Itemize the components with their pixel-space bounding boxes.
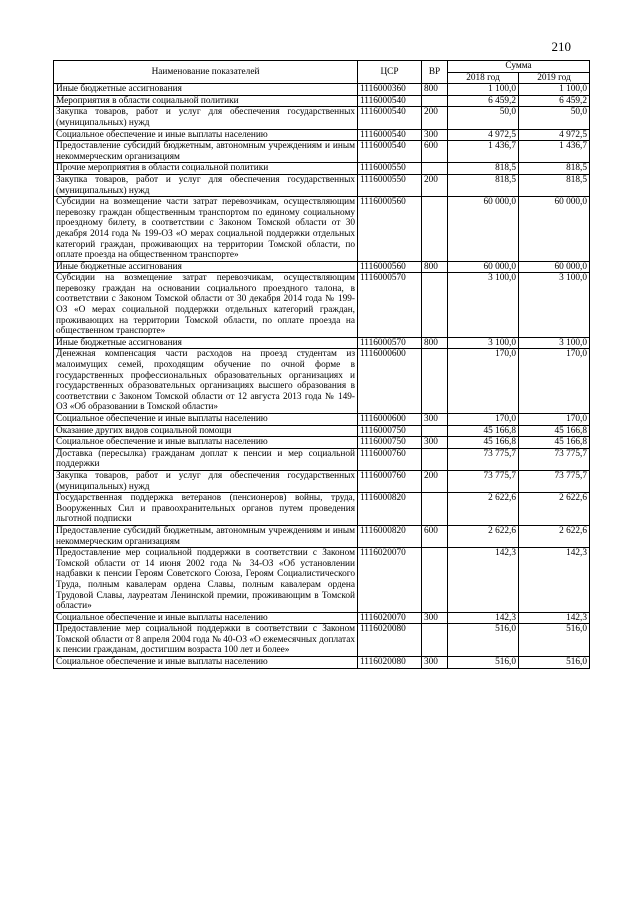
row-vr-cell — [422, 95, 448, 107]
table-row — [54, 414, 590, 426]
row-vr-cell: 200 — [422, 107, 448, 129]
row-vr-cell — [422, 493, 448, 526]
row-vr-cell: 300 — [422, 414, 448, 426]
table-row — [54, 273, 590, 338]
row-sum-2019-cell: 516,0 — [519, 657, 590, 669]
row-vr-cell — [422, 624, 448, 657]
row-name-cell: Предоставление субсидий бюджетным, автономным учреждениям и иным некоммерческим организациям — [54, 525, 358, 547]
row-vr-cell — [422, 425, 448, 437]
row-csr-cell: 1116000560 — [358, 197, 422, 262]
row-vr-cell: 300 — [422, 657, 448, 669]
row-name-cell: Субсидии на возмещение части затрат перевозчикам, осуществляющим перевозку граждан общественным транспортом по единому социальному проездному билету, в соответствии с Законом Томской области от 30 декабря 2014 года № 199-ОЗ «О мерах социальной поддержки отдельных категорий граждан, проживающих на территории Томской области, по оплате проезда на общественном транспорте» — [54, 197, 358, 262]
row-sum-2019-cell: 73 775,7 — [519, 470, 590, 492]
row-sum-2019-cell: 4 972,5 — [519, 129, 590, 141]
row-sum-2019-cell: 2 622,6 — [519, 525, 590, 547]
row-sum-2018-cell: 516,0 — [448, 657, 519, 669]
row-csr-cell: 1116020070 — [358, 548, 422, 613]
row-vr-cell: 600 — [422, 141, 448, 163]
row-vr-cell — [422, 197, 448, 262]
row-csr-cell: 1116000760 — [358, 448, 422, 470]
table-row — [54, 349, 590, 414]
budget-table — [53, 60, 590, 669]
table-body — [54, 84, 590, 668]
row-vr-cell — [422, 548, 448, 613]
row-name-cell: Социальное обеспечение и иные выплаты населению — [54, 414, 358, 426]
table-row — [54, 107, 590, 129]
row-csr-cell: 1116000750 — [358, 425, 422, 437]
row-sum-2018-cell: 60 000,0 — [448, 261, 519, 273]
row-sum-2018-cell: 6 459,2 — [448, 95, 519, 107]
row-vr-cell — [422, 448, 448, 470]
row-vr-cell: 300 — [422, 612, 448, 624]
row-name-cell: Социальное обеспечение и иные выплаты населению — [54, 657, 358, 669]
row-csr-cell: 1116000820 — [358, 493, 422, 526]
row-csr-cell: 1116000750 — [358, 437, 422, 449]
row-csr-cell: 1116000540 — [358, 107, 422, 129]
row-sum-2019-cell: 60 000,0 — [519, 197, 590, 262]
row-csr-cell: 1116000600 — [358, 414, 422, 426]
table-row — [54, 163, 590, 175]
row-vr-cell: 300 — [422, 437, 448, 449]
row-csr-cell: 1116000760 — [358, 470, 422, 492]
row-csr-cell: 1116000550 — [358, 174, 422, 196]
table-row — [54, 261, 590, 273]
table-row — [54, 425, 590, 437]
row-sum-2019-cell: 1 436,7 — [519, 141, 590, 163]
row-sum-2018-cell: 2 622,6 — [448, 493, 519, 526]
table-row — [54, 141, 590, 163]
row-name-cell: Доставка (пересылка) гражданам доплат к пенсии и мер социальной поддержки — [54, 448, 358, 470]
row-vr-cell: 200 — [422, 470, 448, 492]
row-csr-cell: 1116020080 — [358, 657, 422, 669]
row-csr-cell: 1116000600 — [358, 349, 422, 414]
row-sum-2019-cell: 73 775,7 — [519, 448, 590, 470]
row-sum-2019-cell: 2 622,6 — [519, 493, 590, 526]
row-name-cell: Социальное обеспечение и иные выплаты населению — [54, 437, 358, 449]
row-csr-cell: 1116000820 — [358, 525, 422, 547]
row-sum-2018-cell: 4 972,5 — [448, 129, 519, 141]
table-row — [54, 337, 590, 349]
row-vr-cell — [422, 273, 448, 338]
row-csr-cell: 1116000570 — [358, 273, 422, 338]
table-row — [54, 448, 590, 470]
row-vr-cell: 800 — [422, 84, 448, 96]
row-sum-2018-cell: 73 775,7 — [448, 470, 519, 492]
row-sum-2019-cell: 170,0 — [519, 414, 590, 426]
row-sum-2019-cell: 6 459,2 — [519, 95, 590, 107]
row-sum-2019-cell: 60 000,0 — [519, 261, 590, 273]
row-sum-2018-cell: 1 436,7 — [448, 141, 519, 163]
row-name-cell: Закупка товаров, работ и услуг для обеспечения государственных (муниципальных) нужд — [54, 107, 358, 129]
row-sum-2019-cell: 45 166,8 — [519, 437, 590, 449]
row-sum-2018-cell: 2 622,6 — [448, 525, 519, 547]
row-name-cell: Предоставление субсидий бюджетным, автономным учреждениям и иным некоммерческим организациям — [54, 141, 358, 163]
table-row — [54, 174, 590, 196]
row-sum-2018-cell: 45 166,8 — [448, 437, 519, 449]
row-vr-cell: 800 — [422, 261, 448, 273]
table-row — [54, 624, 590, 657]
table-row — [54, 129, 590, 141]
row-csr-cell: 1116000540 — [358, 95, 422, 107]
row-sum-2018-cell: 3 100,0 — [448, 273, 519, 338]
row-vr-cell — [422, 349, 448, 414]
row-csr-cell: 1116000560 — [358, 261, 422, 273]
row-name-cell: Государственная поддержка ветеранов (пенсионеров) войны, труда, Вооруженных Сил и правоохранительных органов путем проведения льготной подписки — [54, 493, 358, 526]
row-vr-cell — [422, 163, 448, 175]
row-sum-2018-cell: 170,0 — [448, 414, 519, 426]
table-row — [54, 197, 590, 262]
row-sum-2018-cell: 60 000,0 — [448, 197, 519, 262]
row-sum-2018-cell: 142,3 — [448, 548, 519, 613]
row-sum-2018-cell: 3 100,0 — [448, 337, 519, 349]
table-row — [54, 493, 590, 526]
page-number: 210 — [551, 39, 571, 54]
row-sum-2019-cell: 142,3 — [519, 548, 590, 613]
header-year-2019: 2019 год — [519, 72, 590, 84]
row-vr-cell: 600 — [422, 525, 448, 547]
row-sum-2019-cell: 818,5 — [519, 163, 590, 175]
row-name-cell: Иные бюджетные ассигнования — [54, 261, 358, 273]
row-vr-cell: 800 — [422, 337, 448, 349]
row-csr-cell: 1116000570 — [358, 337, 422, 349]
row-name-cell: Прочие мероприятия в области социальной политики — [54, 163, 358, 175]
row-sum-2018-cell: 818,5 — [448, 163, 519, 175]
row-sum-2018-cell: 170,0 — [448, 349, 519, 414]
row-sum-2018-cell: 1 100,0 — [448, 84, 519, 96]
header-sum: Сумма — [448, 61, 590, 73]
row-sum-2019-cell: 3 100,0 — [519, 337, 590, 349]
row-sum-2019-cell: 142,3 — [519, 612, 590, 624]
row-name-cell: Субсидии на возмещение затрат перевозчикам, осуществляющим перевозку граждан на основании социального проездного талона, в соответствии с Законом Томской области от 30 декабря 2014 года № 199-ОЗ «О мерах социальной поддержки отдельных категорий граждан, проживающих на территории Томской области, по оплате проезда на общественном транспорте» — [54, 273, 358, 338]
row-csr-cell: 1116000550 — [358, 163, 422, 175]
row-name-cell: Иные бюджетные ассигнования — [54, 84, 358, 96]
row-vr-cell: 300 — [422, 129, 448, 141]
row-csr-cell: 1116020070 — [358, 612, 422, 624]
header-name: Наименование показателей — [54, 61, 358, 84]
header-vr: ВР — [422, 61, 448, 84]
table-row — [54, 525, 590, 547]
table-row — [54, 612, 590, 624]
table-row — [54, 548, 590, 613]
row-sum-2018-cell: 818,5 — [448, 174, 519, 196]
row-csr-cell: 1116000360 — [358, 84, 422, 96]
table-row — [54, 437, 590, 449]
row-sum-2019-cell: 170,0 — [519, 349, 590, 414]
row-sum-2019-cell: 45 166,8 — [519, 425, 590, 437]
row-name-cell: Социальное обеспечение и иные выплаты населению — [54, 129, 358, 141]
row-name-cell: Закупка товаров, работ и услуг для обеспечения государственных (муниципальных) нужд — [54, 470, 358, 492]
row-csr-cell: 1116000540 — [358, 141, 422, 163]
row-name-cell: Оказание других видов социальной помощи — [54, 425, 358, 437]
table-row — [54, 470, 590, 492]
row-sum-2018-cell: 516,0 — [448, 624, 519, 657]
row-csr-cell: 1116020080 — [358, 624, 422, 657]
row-sum-2018-cell: 73 775,7 — [448, 448, 519, 470]
row-sum-2019-cell: 516,0 — [519, 624, 590, 657]
row-name-cell: Мероприятия в области социальной политики — [54, 95, 358, 107]
row-sum-2019-cell: 818,5 — [519, 174, 590, 196]
row-name-cell: Закупка товаров, работ и услуг для обеспечения государственных (муниципальных) нужд — [54, 174, 358, 196]
row-name-cell: Социальное обеспечение и иные выплаты населению — [54, 612, 358, 624]
row-sum-2018-cell: 45 166,8 — [448, 425, 519, 437]
row-name-cell: Денежная компенсация части расходов на проезд студентам из малоимущих семей, проходящим обучение по очной форме в государственных профессиональных образовательных организациях и государственных образовательных организациях высшего образования в соответствии с Законом Томской области от 12 августа 2013 года № 149-ОЗ «Об образовании в Томской области» — [54, 349, 358, 414]
row-sum-2019-cell: 3 100,0 — [519, 273, 590, 338]
header-year-2018: 2018 год — [448, 72, 519, 84]
row-sum-2018-cell: 50,0 — [448, 107, 519, 129]
row-csr-cell: 1116000540 — [358, 129, 422, 141]
row-sum-2018-cell: 142,3 — [448, 612, 519, 624]
row-name-cell: Предоставление мер социальной поддержки в соответствии с Законом Томской области от 8 апреля 2004 года № 40-ОЗ «О ежемесячных доплатах к пенсии гражданам, достигшим возраста 100 лет и более» — [54, 624, 358, 657]
row-name-cell: Предоставление мер социальной поддержки в соответствии с Законом Томской области от 14 июня 2002 года № 34-ОЗ «Об установлении надбавки к пенсии Героям Советского Союза, Героям Социалистического Труда, полным кавалерам ордена Славы, полным кавалерам ордена Трудовой Славы, лауреатам Ленинской премии, проживающим в Томской области» — [54, 548, 358, 613]
row-sum-2019-cell: 1 100,0 — [519, 84, 590, 96]
row-sum-2019-cell: 50,0 — [519, 107, 590, 129]
table-row — [54, 657, 590, 669]
table-header-row — [54, 61, 590, 73]
header-csr: ЦСР — [358, 61, 422, 84]
row-vr-cell: 200 — [422, 174, 448, 196]
row-name-cell: Иные бюджетные ассигнования — [54, 337, 358, 349]
table-row — [54, 95, 590, 107]
table-row — [54, 84, 590, 96]
